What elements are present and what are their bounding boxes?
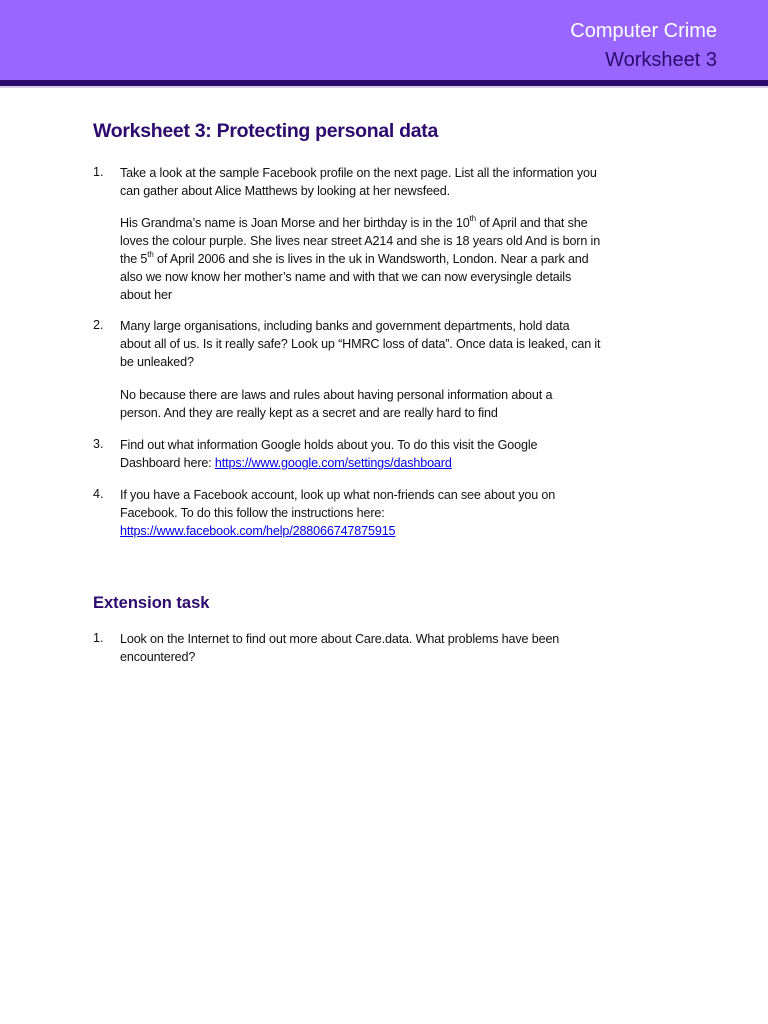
- question-text: Dashboard here:: [120, 456, 215, 470]
- course-title: Computer Crime: [570, 20, 717, 42]
- header-banner: [0, 0, 768, 80]
- answer-line: person. And they are really kept as a secret and are really hard to find: [120, 406, 498, 420]
- question-line: be unleaked?: [120, 355, 194, 369]
- facebook-help-link[interactable]: https://www.facebook.com/help/288066747875915: [120, 524, 396, 538]
- answer-line: No because there are laws and rules about having personal information about a: [120, 388, 553, 402]
- extension-question: [120, 630, 559, 666]
- question-line: can gather about Alice Matthews by looking at her newsfeed.: [120, 184, 450, 198]
- answer-text: the 5: [120, 252, 148, 266]
- page-title: Worksheet 3: Protecting personal data: [93, 120, 439, 142]
- question-4: [120, 486, 555, 540]
- question-line: about all of us. Is it really safe? Look up “HMRC loss of data”. Once data is leaked, can it: [120, 337, 601, 351]
- superscript: th: [469, 214, 476, 223]
- question-line: Look on the Internet to find out more about Care.data. What problems have been: [120, 632, 560, 646]
- answer-text: of April 2006 and she is lives in the uk in Wandsworth, London. Near a park and: [153, 252, 589, 266]
- question-line: Take a look at the sample Facebook profile on the next page. List all the information you: [120, 166, 597, 180]
- question-number: 2.: [93, 318, 104, 332]
- answer-2[interactable]: [120, 386, 552, 422]
- answer-text: of April and that she: [475, 216, 588, 230]
- header-shadow: [0, 86, 768, 88]
- question-1: [120, 164, 597, 200]
- question-3: [120, 436, 537, 472]
- superscript: th: [147, 250, 154, 259]
- question-line: Find out what information Google holds about you. To do this visit the Google: [120, 438, 538, 452]
- answer-line: about her: [120, 288, 172, 302]
- question-line: If you have a Facebook account, look up what non-friends can see about you on: [120, 488, 556, 502]
- question-number: 3.: [93, 437, 104, 451]
- question-line: Many large organisations, including banks and government departments, hold data: [120, 319, 570, 333]
- question-number: 1.: [93, 631, 104, 645]
- worksheet-label: Worksheet 3: [605, 49, 717, 71]
- answer-line: loves the colour purple. She lives near street A214 and she is 18 years old And is born in: [120, 234, 601, 248]
- answer-text: His Grandma’s name is Joan Morse and her birthday is in the 10: [120, 216, 470, 230]
- answer-line: also we now know her mother’s name and with that we can now everysingle details: [120, 270, 572, 284]
- question-number: 1.: [93, 165, 104, 179]
- answer-1[interactable]: [120, 214, 600, 304]
- question-line: Facebook. To do this follow the instructions here:: [120, 506, 385, 520]
- google-dashboard-link[interactable]: https://www.google.com/settings/dashboard: [214, 456, 452, 470]
- question-line: encountered?: [120, 650, 196, 664]
- question-2: [120, 317, 600, 371]
- question-number: 4.: [93, 487, 104, 501]
- extension-heading: Extension task: [93, 594, 210, 612]
